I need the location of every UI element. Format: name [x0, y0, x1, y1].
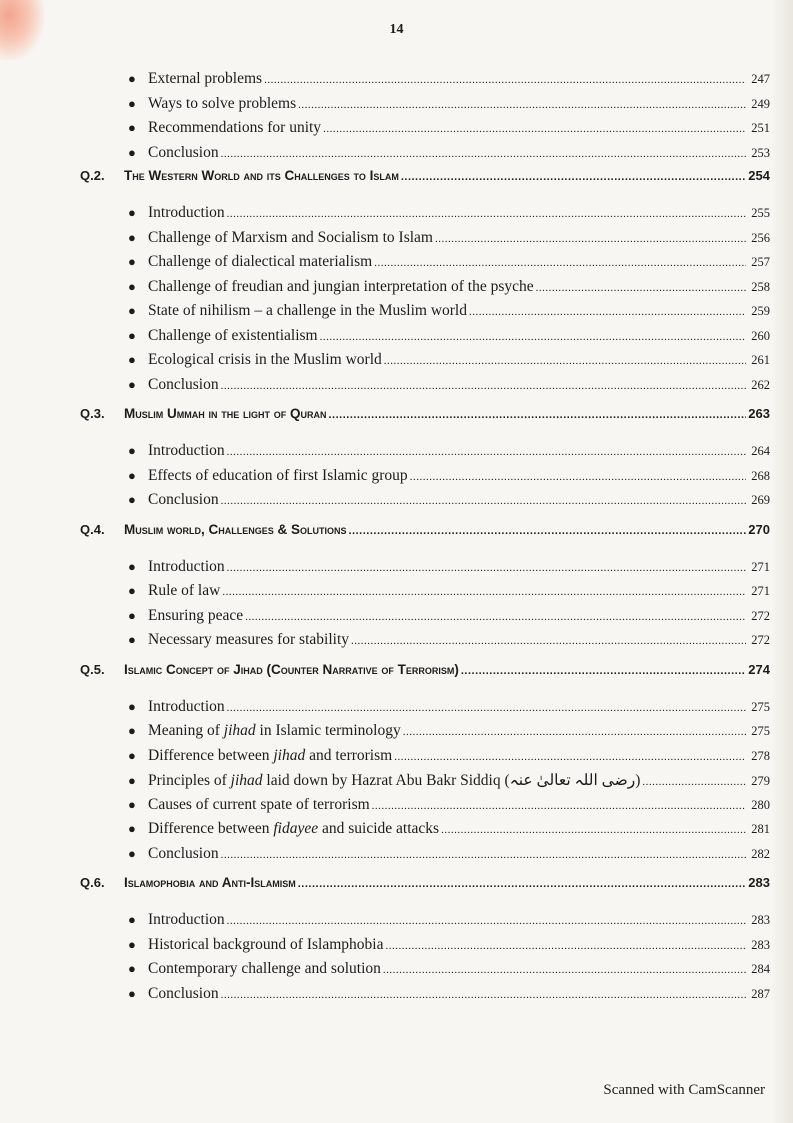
toc-entry-page-number: 283 [751, 937, 770, 952]
dot-leader [227, 204, 746, 222]
dot-leader [461, 663, 746, 677]
dot-leader [221, 845, 746, 863]
bullet-icon: ● [128, 796, 136, 812]
dot-leader [264, 70, 746, 88]
toc-entry-title: Causes of current spate of terrorism [148, 795, 370, 813]
toc-entry-page-number: 264 [751, 444, 770, 458]
scanner-watermark: Scanned with CamScanner [603, 1082, 765, 1098]
toc-entry-page-number: 282 [751, 846, 770, 861]
toc-entry [80, 911, 770, 936]
dot-leader [323, 119, 746, 137]
dot-leader [221, 376, 746, 394]
toc-entry-title: Challenge of freudian and jungian interpretation of the psyche [148, 277, 534, 295]
page-number: 14 [389, 22, 404, 37]
toc-entry-title: Introduction [148, 204, 225, 221]
toc-entry-title-part: and terrorism [305, 746, 393, 764]
toc-entry-title: Conclusion [148, 984, 219, 1002]
toc-entry-title [148, 820, 439, 838]
toc-entry-title-italic: jihad [223, 722, 256, 739]
toc-entry-title: External problems [148, 70, 263, 87]
toc-entry-title: Challenge of existentialism [148, 326, 318, 344]
bullet-icon: ● [128, 985, 136, 1001]
toc-entry-page-number: 259 [751, 304, 770, 318]
toc-entry [80, 985, 770, 1010]
dot-leader [245, 607, 746, 625]
dot-leader [385, 936, 746, 954]
spacer [80, 1009, 770, 1015]
dot-leader [374, 253, 746, 271]
bullet-icon: ● [128, 747, 136, 763]
bullet-icon: ● [128, 376, 136, 392]
dot-leader [394, 747, 746, 765]
toc-entry-page-number: 278 [751, 748, 770, 763]
toc-entry [80, 253, 770, 278]
toc-entry-page-number: 271 [751, 559, 770, 574]
toc-entry-title: Recommendations for unity [148, 119, 322, 136]
dot-leader [298, 95, 746, 113]
section-page-number: 254 [748, 168, 770, 183]
bullet-icon: ● [128, 144, 136, 160]
dot-leader [221, 144, 746, 162]
dot-leader [351, 631, 746, 649]
section-number: Q.2. [80, 168, 105, 183]
toc-entry-page-number: 280 [751, 797, 770, 812]
toc-entry-page-number: 257 [751, 255, 770, 269]
dot-leader [349, 523, 747, 537]
toc-entry-page-number: 271 [751, 584, 770, 598]
bullet-icon: ● [128, 352, 136, 367]
bullet-icon: ● [128, 845, 136, 861]
toc-entry-page-number: 283 [751, 913, 770, 927]
dot-leader [227, 698, 746, 716]
toc-entry-title: State of nihilism – a challenge in the Muslim world [148, 302, 467, 319]
bullet-icon: ● [128, 632, 136, 647]
toc-entry [80, 229, 770, 254]
bullet-icon: ● [128, 698, 136, 714]
bullet-icon: ● [128, 936, 136, 952]
bullet-icon: ● [128, 71, 136, 86]
table-of-contents [80, 70, 770, 1015]
dot-leader [328, 407, 746, 421]
section-title: Islamophobia and Anti-Islamism [124, 875, 296, 890]
toc-entry-page-number: 247 [751, 72, 770, 86]
toc-entry-title: Rule of law [148, 582, 221, 599]
toc-entry-page-number: 284 [751, 962, 770, 976]
dot-leader [298, 876, 746, 890]
toc-entry-title-italic: jihad [273, 746, 306, 764]
toc-entry [80, 607, 770, 632]
toc-entry-title [148, 771, 640, 790]
bullet-icon: ● [128, 254, 136, 269]
toc-entry [80, 491, 770, 516]
bullet-icon: ● [128, 583, 136, 598]
section-page-number: 274 [748, 661, 770, 677]
page-edge-shadow [771, 0, 793, 1123]
toc-entry-title: Contemporary challenge and solution [148, 960, 381, 977]
toc-entry-title: Ensuring peace [148, 606, 244, 624]
section-page-number: 263 [748, 406, 770, 421]
toc-entry [80, 204, 770, 229]
toc-entry-page-number: 253 [751, 145, 770, 160]
bullet-icon: ● [128, 912, 136, 927]
toc-entry-page-number: 269 [751, 493, 770, 507]
toc-entry-title: Conclusion [148, 375, 219, 393]
bullet-icon: ● [128, 278, 136, 294]
section-number: Q.4. [80, 521, 105, 537]
toc-entry [80, 820, 770, 845]
toc-entry [80, 467, 770, 492]
toc-entry-title: Challenge of Marxism and Socialism to Islam [148, 228, 433, 246]
toc-entry-title: Historical background of Islamphobia [148, 935, 384, 953]
bullet-icon: ● [128, 558, 136, 574]
toc-entry [80, 796, 770, 821]
toc-entry [80, 722, 770, 747]
toc-entry [80, 442, 770, 467]
dot-leader [384, 351, 746, 369]
toc-entry [80, 70, 770, 95]
bullet-icon: ● [128, 443, 136, 458]
toc-entry [80, 278, 770, 303]
dot-leader [435, 229, 746, 247]
toc-entry [80, 582, 770, 607]
toc-entry-title-part: Principles of [148, 772, 231, 789]
toc-entry-page-number: 275 [751, 724, 770, 738]
section-title: The Western World and its Challenges to Islam [124, 168, 399, 183]
toc-entry-page-number: 261 [751, 353, 770, 367]
toc-entry-page-number: 268 [751, 468, 770, 483]
toc-entry-title: Introduction [148, 697, 225, 715]
toc-entry-title: Conclusion [148, 143, 219, 161]
toc-entry-title: Introduction [148, 911, 225, 928]
section-number: Q.3. [80, 406, 105, 421]
toc-entry [80, 558, 770, 583]
toc-entry-page-number: 272 [751, 633, 770, 647]
toc-entry-page-number: 251 [751, 121, 770, 135]
section-title: Muslim Ummah in the light of Quran [124, 406, 327, 421]
toc-entry-title: Challenge of dialectical materialism [148, 253, 373, 270]
toc-entry [80, 302, 770, 327]
dot-leader [227, 911, 746, 929]
bullet-icon: ● [128, 821, 136, 836]
toc-entry [80, 698, 770, 723]
toc-entry-page-number: 262 [751, 377, 770, 392]
toc-entry-title [148, 722, 401, 740]
toc-entry-title: Conclusion [148, 844, 219, 862]
section-number: Q.6. [80, 875, 105, 890]
toc-entry-title: Introduction [148, 557, 225, 575]
bullet-icon: ● [128, 303, 136, 318]
dot-leader [320, 327, 746, 345]
toc-entry [80, 351, 770, 376]
toc-section-heading [80, 522, 770, 552]
toc-entry-page-number: 279 [751, 774, 770, 788]
dot-leader [372, 796, 746, 814]
toc-section-heading [80, 406, 770, 436]
dot-leader [410, 467, 746, 485]
dot-leader [383, 960, 746, 978]
section-title: Muslim world, Challenges & Solutions [124, 521, 347, 537]
toc-entry-page-number: 272 [751, 608, 770, 623]
toc-section-heading [80, 662, 770, 692]
section-number: Q.5. [80, 661, 105, 677]
bullet-icon: ● [128, 205, 136, 220]
toc-entry-page-number: 256 [751, 230, 770, 245]
dot-leader [227, 558, 746, 576]
section-page-number: 270 [748, 521, 770, 537]
dot-leader [469, 302, 746, 320]
dot-leader [401, 169, 746, 183]
bullet-icon: ● [128, 229, 136, 245]
dot-leader [642, 772, 746, 790]
toc-entry [80, 119, 770, 144]
toc-entry-title: Ways to solve problems [148, 94, 297, 112]
toc-entry-title-part: laid down by Hazrat Abu Bakr Siddiq (رضی اللہ تعالیٰ عنہ) [262, 772, 641, 789]
toc-entry [80, 771, 770, 796]
toc-entry-page-number: 281 [751, 822, 770, 836]
toc-entry [80, 845, 770, 870]
toc-entry-page-number: 275 [751, 699, 770, 714]
toc-entry-page-number: 258 [751, 279, 770, 294]
toc-entry-title-part: Meaning of [148, 722, 224, 739]
toc-entry-page-number: 287 [751, 986, 770, 1001]
dot-leader [227, 442, 746, 460]
toc-entry-title-italic: fidayee [273, 820, 319, 837]
bullet-icon: ● [128, 961, 136, 976]
bullet-icon: ● [128, 120, 136, 135]
toc-entry [80, 144, 770, 169]
toc-entry-title-part: in Islamic terminology [255, 722, 401, 739]
toc-entry-title: Necessary measures for stability [148, 631, 350, 648]
toc-entry [80, 376, 770, 401]
section-page-number: 283 [748, 875, 770, 890]
bullet-icon: ● [128, 327, 136, 343]
dot-leader [403, 722, 746, 740]
bullet-icon: ● [128, 467, 136, 483]
toc-entry-title [148, 747, 392, 765]
dot-leader [221, 491, 746, 509]
bullet-icon: ● [128, 723, 136, 738]
toc-entry [80, 936, 770, 961]
toc-entry-page-number: 260 [751, 328, 770, 343]
toc-entry-title: Introduction [148, 442, 225, 459]
toc-entry [80, 327, 770, 352]
toc-section-heading [80, 168, 770, 198]
toc-entry [80, 95, 770, 120]
toc-entry-title-part: Difference between [148, 820, 274, 837]
toc-entry-title: Effects of education of first Islamic group [148, 466, 408, 484]
bullet-icon: ● [128, 773, 136, 788]
toc-entry-title-part: and suicide attacks [318, 820, 440, 837]
bullet-icon: ● [128, 492, 136, 507]
dot-leader [222, 582, 746, 600]
toc-entry-page-number: 249 [751, 96, 770, 111]
toc-entry-title: Conclusion [148, 491, 219, 508]
toc-entry-title-part: Difference between [148, 746, 274, 764]
toc-entry [80, 960, 770, 985]
dot-leader [221, 985, 746, 1003]
toc-entry-title: Ecological crisis in the Muslim world [148, 351, 382, 368]
dot-leader [441, 820, 746, 838]
toc-entry [80, 747, 770, 772]
toc-entry-page-number: 255 [751, 206, 770, 220]
bullet-icon: ● [128, 607, 136, 623]
section-title: Islamic Concept of Jihad (Counter Narrative of Terrorism) [124, 661, 459, 677]
toc-entry [80, 631, 770, 656]
toc-entry-title-italic: jihad [230, 772, 263, 789]
bullet-icon: ● [128, 95, 136, 111]
toc-section-heading [80, 875, 770, 905]
dot-leader [536, 278, 746, 296]
